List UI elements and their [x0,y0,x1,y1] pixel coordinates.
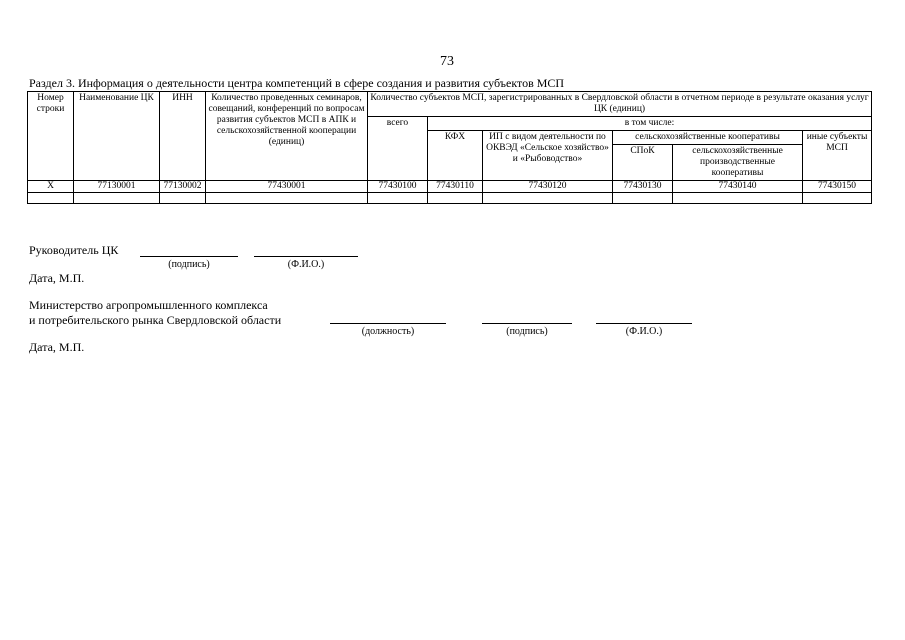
position-line [330,323,446,324]
head-label: Руководитель ЦК [29,243,119,257]
header-events-count: Количество проведенных семинаров, совещаний, конференций по вопросам развития субъектов МСП в АПК и сельскохозяйственной кооперации (единиц) [206,92,368,181]
signature-caption: (подпись) [168,259,210,270]
header-inn: ИНН [160,92,206,181]
empty-data-row [28,193,872,204]
empty-cell [483,193,613,204]
ministry-line-2: и потребительского рынка Свердловской области [29,313,282,327]
section-title: Раздел 3. Информация о деятельности центра компетенций в сфере создания и развития субъектов МСП [29,76,565,90]
position-caption: (должность) [361,326,415,337]
code-cell: 77430140 [673,181,803,193]
fio-caption: (Ф.И.О.) [287,259,325,270]
empty-cell [613,193,673,204]
code-cell: 77430150 [803,181,872,193]
empty-cell [28,193,74,204]
codes-row [28,181,872,193]
header-row-number: Номер строки [28,92,74,181]
header-spok: СПоК [613,145,673,181]
date-label-2: Дата, М.П. [29,340,85,354]
empty-cell [74,193,160,204]
code-cell: Х [28,181,74,193]
code-cell: 77430120 [483,181,613,193]
report-table [27,91,872,204]
page-number: 73 [440,54,454,69]
code-cell: 77430001 [206,181,368,193]
empty-cell [673,193,803,204]
header-including: в том числе: [428,117,872,131]
fio-line [254,256,358,257]
empty-cell [206,193,368,204]
header-name: Наименование ЦК [74,92,160,181]
empty-cell [368,193,428,204]
code-cell: 77430130 [613,181,673,193]
signature-line-2 [482,323,572,324]
empty-cell [428,193,483,204]
code-cell: 77430100 [368,181,428,193]
signature-caption-2: (подпись) [506,326,548,337]
header-other: иные субъекты МСП [803,131,872,181]
code-cell: 77130002 [160,181,206,193]
header-ip: ИП с видом деятельности по ОКВЭД «Сельское хозяйство» и «Рыбоводство» [483,131,613,181]
header-total: всего [368,117,428,181]
header-kfh: КФХ [428,131,483,181]
signature-line [140,256,238,257]
empty-cell [160,193,206,204]
header-production-coops: сельскохозяйственные производственные кооперативы [673,145,803,181]
code-cell: 77130001 [74,181,160,193]
ministry-name [29,298,281,328]
ministry-line-1: Министерство агропромышленного комплекса [29,298,268,312]
code-cell: 77430110 [428,181,483,193]
date-label: Дата, М.П. [29,271,85,285]
fio-line-2 [596,323,692,324]
empty-cell [803,193,872,204]
fio-caption-2: (Ф.И.О.) [625,326,663,337]
header-subjects-count: Количество субъектов МСП, зарегистрированных в Свердловской области в отчетном периоде в результате оказания услуг ЦК (единиц) [368,92,872,117]
header-coops: сельскохозяйственные кооперативы [613,131,803,145]
